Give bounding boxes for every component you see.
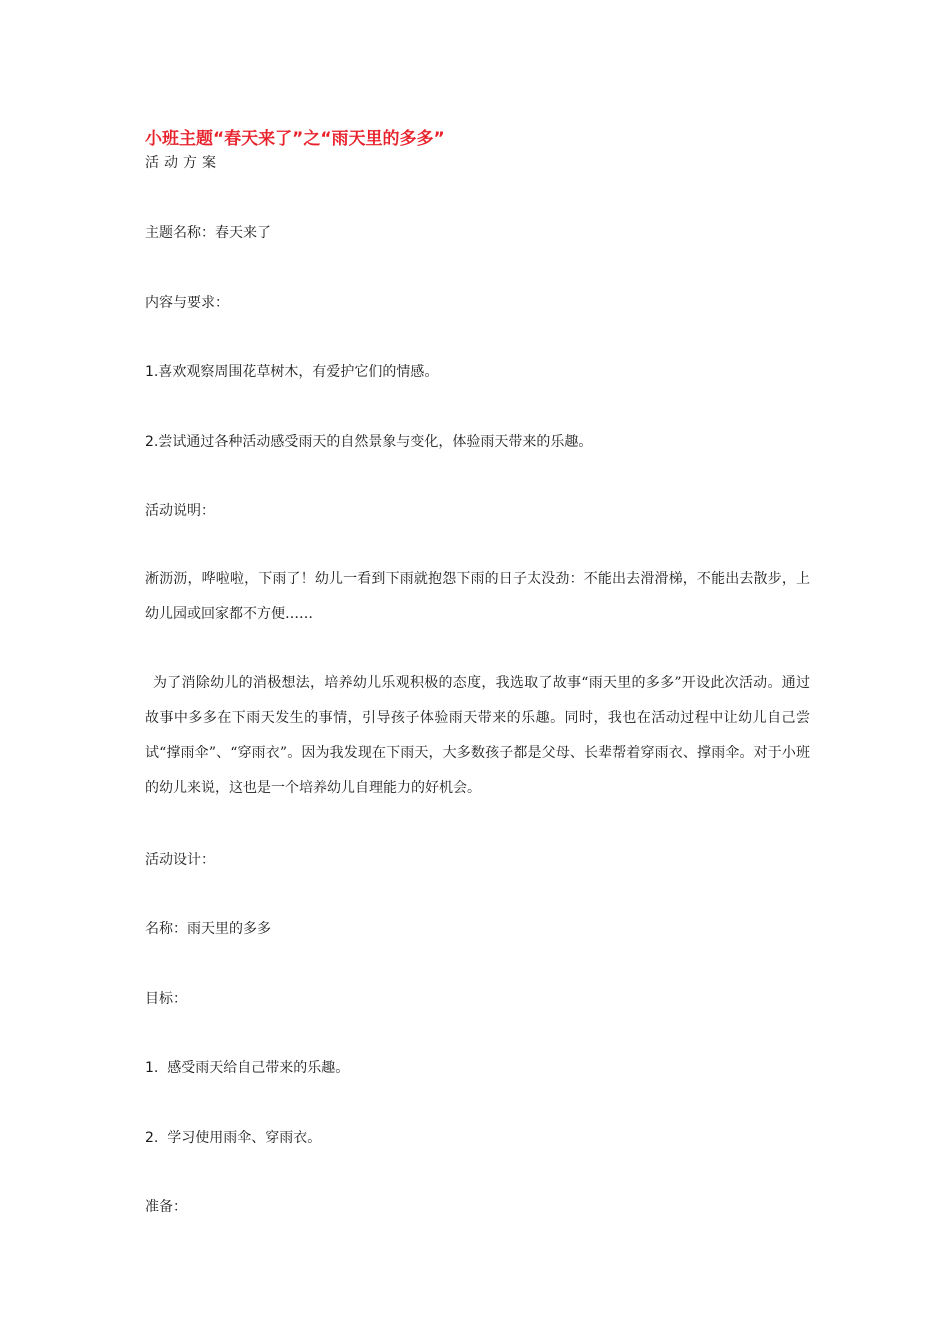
goal-heading: 目标：: [145, 991, 187, 1007]
goal-number: 1.: [145, 1060, 159, 1076]
requirement-text: 喜欢观察周围花草树木，有爱护它们的情感。: [158, 364, 439, 380]
description-heading: 活动说明：: [145, 503, 215, 519]
description-paragraph-1: 淅沥沥，哗啦啦，下雨了！幼儿一看到下雨就抱怨下雨的日子太没劲：不能出去滑滑梯，不能出去散步，上幼儿园或回家都不方便……: [145, 571, 810, 622]
description-paragraph-2: 为了消除幼儿的消极想法，培养幼儿乐观积极的态度，我选取了故事“雨天里的多多”开设此次活动。通过故事中多多在下雨天发生的事情，引导孩子体验雨天带来的乐趣。同时，我也在活动过程中让幼儿自己尝试“撑雨伞”、“穿雨衣”。因为我发现在下雨天，大多数孩子都是父母、长辈帮着穿雨衣、撑雨伞。对于小班的幼儿来说，这也是一个培养幼儿自理能力的好机会。: [145, 675, 810, 796]
prep-heading: 准备：: [145, 1199, 187, 1215]
requirement-text: 尝试通过各种活动感受雨天的自然景象与变化，体验雨天带来的乐趣。: [158, 434, 593, 450]
requirement-number: 2.: [145, 434, 159, 450]
design-name: 名称：雨天里的多多: [145, 921, 271, 937]
document-subtitle: 活动方案: [145, 155, 221, 171]
goal-item: [145, 1057, 349, 1077]
goal-item: [145, 1127, 321, 1147]
requirement-item: [145, 361, 438, 381]
design-heading: 活动设计：: [145, 852, 215, 868]
content-heading: 内容与要求：: [145, 295, 229, 311]
goal-text: 感受雨天给自己带来的乐趣。: [167, 1060, 350, 1076]
document-title: 小班主题“春天来了”之“雨天里的多多”: [145, 129, 445, 149]
requirement-number: 1.: [145, 364, 159, 380]
goal-text: 学习使用雨伞、穿雨衣。: [167, 1130, 322, 1146]
goal-number: 2.: [145, 1130, 159, 1146]
theme-name: 主题名称：春天来了: [145, 225, 271, 241]
requirement-item: [145, 431, 592, 451]
